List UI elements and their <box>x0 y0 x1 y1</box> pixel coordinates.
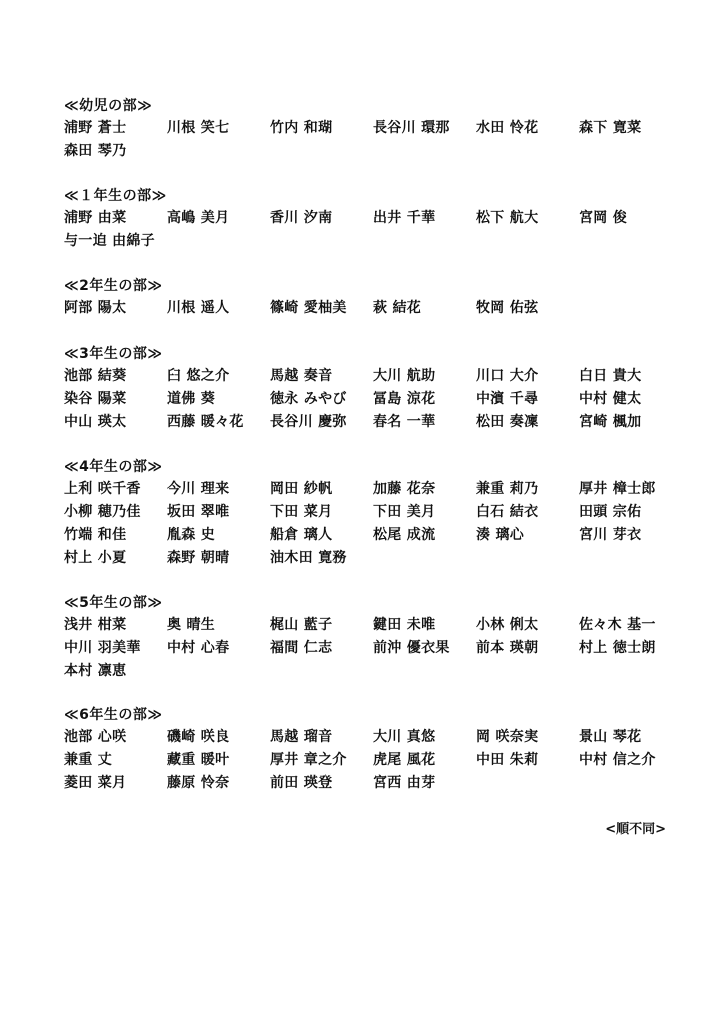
participant-name: 中村 健太 <box>579 391 642 407</box>
participant-name: 村上 徳士朗 <box>579 640 656 656</box>
participant-name: 小柳 穂乃佳 <box>64 504 141 520</box>
participant-name: 香川 汐南 <box>270 210 333 226</box>
participant-name: 梶山 藍子 <box>270 617 333 633</box>
section-grade-1 <box>64 185 684 253</box>
participant-name: 染谷 陽菜 <box>64 391 127 407</box>
participant-name: 長谷川 慶弥 <box>270 414 347 430</box>
name-list <box>64 297 684 320</box>
participant-name: 船倉 璃人 <box>270 527 333 543</box>
participant-name: 前田 瑛登 <box>270 775 333 791</box>
participant-name: 坂田 翠唯 <box>167 504 230 520</box>
participant-name: 竹内 和瑚 <box>270 120 333 136</box>
participant-name: 藤原 怜奈 <box>167 775 230 791</box>
participant-name: 奥 晴生 <box>167 617 216 633</box>
participant-name: 藏重 暖叶 <box>167 752 230 768</box>
section-kindergarten <box>64 95 684 163</box>
section-heading: ≪5年生の部≫ <box>64 595 163 611</box>
participant-name: 春名 一華 <box>373 414 436 430</box>
participant-name: 長谷川 環那 <box>373 120 450 136</box>
participant-name: 馬越 瑠音 <box>270 729 333 745</box>
participant-name: 小林 俐太 <box>476 617 539 633</box>
participant-name: 下田 菜月 <box>270 504 333 520</box>
participant-name: 森野 朝晴 <box>167 550 230 566</box>
participant-name: 松尾 成流 <box>373 527 436 543</box>
participant-name: 浦野 由菜 <box>64 210 127 226</box>
participant-name: 宮崎 楓加 <box>579 414 642 430</box>
section-heading: ≪幼児の部≫ <box>64 98 153 114</box>
participant-name: 湊 璃心 <box>476 527 525 543</box>
participant-name: 宮川 芽衣 <box>579 527 642 543</box>
participant-name: 村上 小夏 <box>64 550 127 566</box>
participant-name: 出井 千華 <box>373 210 436 226</box>
section-heading: ≪4年生の部≫ <box>64 459 163 475</box>
participant-name: 竹端 和佳 <box>64 527 127 543</box>
participant-name: 田頭 宗佑 <box>579 504 642 520</box>
participant-name: 池部 心咲 <box>64 729 127 745</box>
participant-name: 菱田 菜月 <box>64 775 127 791</box>
name-list <box>64 207 684 253</box>
section-heading: ≪１年生の部≫ <box>64 188 167 204</box>
participant-name: 虎尾 風花 <box>373 752 436 768</box>
participant-name: 大川 航助 <box>373 368 436 384</box>
participant-name: 佐々木 基一 <box>579 617 656 633</box>
participant-name: 油木田 寛務 <box>270 550 347 566</box>
participant-name: 前本 瑛朝 <box>476 640 539 656</box>
participant-name: 道佛 葵 <box>167 391 216 407</box>
participant-name: 徳永 みやび <box>270 391 347 407</box>
participant-name: 川根 遥人 <box>167 300 230 316</box>
participant-name: 中山 瑛太 <box>64 414 127 430</box>
participant-name: 大川 真悠 <box>373 729 436 745</box>
participant-name: 岡 咲奈実 <box>476 729 539 745</box>
name-list <box>64 365 684 434</box>
participant-name: 岡田 紗帆 <box>270 481 333 497</box>
participant-name: 川根 笑七 <box>167 120 230 136</box>
participant-name: 馬越 奏音 <box>270 368 333 384</box>
participant-name: 中村 心春 <box>167 640 230 656</box>
participant-name: 今川 理来 <box>167 481 230 497</box>
participant-name: 鍵田 未唯 <box>373 617 436 633</box>
section-grade-4 <box>64 456 684 570</box>
participant-name: 厚井 章之介 <box>270 752 347 768</box>
participant-name: 前沖 優衣果 <box>373 640 450 656</box>
participant-name: 松田 奏凜 <box>476 414 539 430</box>
participant-name: 加藤 花奈 <box>373 481 436 497</box>
participant-name: 中田 朱莉 <box>476 752 539 768</box>
participant-name: 池部 結葵 <box>64 368 127 384</box>
participant-name: 胤森 史 <box>167 527 216 543</box>
participant-name: 臼 悠之介 <box>167 368 230 384</box>
participant-name: 中川 羽美華 <box>64 640 141 656</box>
order-note: <順不同> <box>605 822 666 837</box>
participant-name: 水田 怜花 <box>476 120 539 136</box>
participant-name: 中村 信之介 <box>579 752 656 768</box>
participant-name: 牧岡 佑弦 <box>476 300 539 316</box>
participant-name: 白石 結衣 <box>476 504 539 520</box>
participant-name: 兼重 莉乃 <box>476 481 539 497</box>
participant-name: 本村 凛恵 <box>64 663 127 679</box>
section-grade-6 <box>64 704 684 795</box>
participant-name: 白日 貴大 <box>579 368 642 384</box>
participant-name: 浅井 柑菜 <box>64 617 127 633</box>
section-grade-2 <box>64 275 684 320</box>
section-grade-3 <box>64 343 684 434</box>
name-list <box>64 117 684 163</box>
name-list <box>64 614 684 683</box>
participant-name: 宮岡 俊 <box>579 210 628 226</box>
participant-name: 森下 寛菜 <box>579 120 642 136</box>
section-heading: ≪2年生の部≫ <box>64 278 163 294</box>
section-heading: ≪6年生の部≫ <box>64 707 163 723</box>
participant-name: 兼重 丈 <box>64 752 113 768</box>
participant-name: 福間 仁志 <box>270 640 333 656</box>
participant-name: 景山 琴花 <box>579 729 642 745</box>
participant-name: 篠崎 愛柚美 <box>270 300 347 316</box>
participant-name: 松下 航大 <box>476 210 539 226</box>
participant-name: 下田 美月 <box>373 504 436 520</box>
participant-name: 磯崎 咲良 <box>167 729 230 745</box>
section-heading: ≪3年生の部≫ <box>64 346 163 362</box>
section-grade-5 <box>64 592 684 683</box>
participant-name: 川口 大介 <box>476 368 539 384</box>
participant-name: 宮西 由芽 <box>373 775 436 791</box>
participant-name: 阿部 陽太 <box>64 300 127 316</box>
participant-name: 冨島 涼花 <box>373 391 436 407</box>
participant-name: 浦野 蒼士 <box>64 120 127 136</box>
participant-name: 西藤 暖々花 <box>167 414 244 430</box>
participant-name: 森田 琴乃 <box>64 143 127 159</box>
participant-name: 上利 咲千香 <box>64 481 141 497</box>
name-list <box>64 478 684 570</box>
participant-name: 与一迫 由綿子 <box>64 233 155 249</box>
name-list <box>64 726 684 795</box>
participant-name: 厚井 樟士郎 <box>579 481 656 497</box>
participant-name: 高嶋 美月 <box>167 210 230 226</box>
participant-name: 萩 結花 <box>373 300 422 316</box>
participant-name: 中濱 千尋 <box>476 391 539 407</box>
